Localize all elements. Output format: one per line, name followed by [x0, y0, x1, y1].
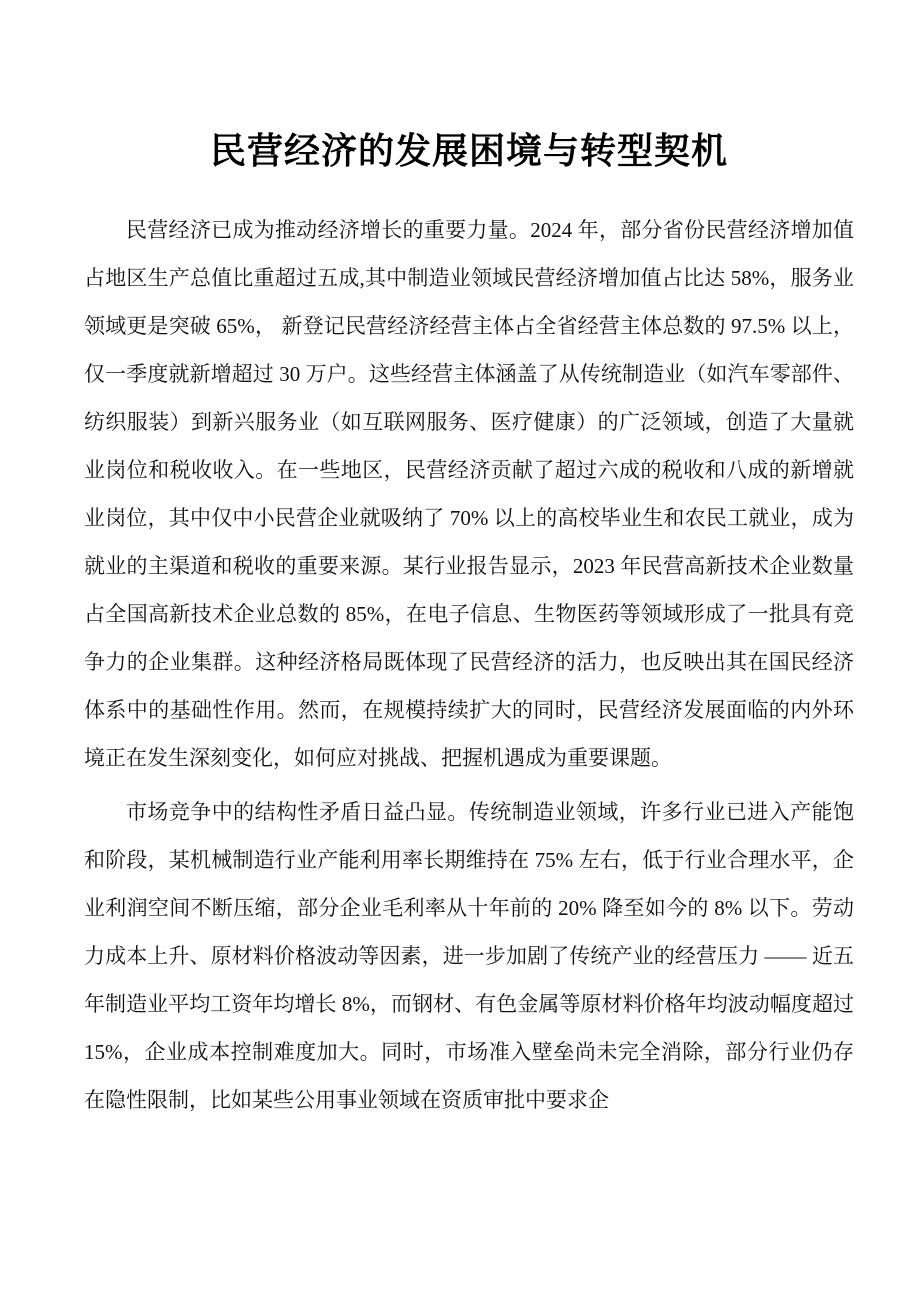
paragraph-1: 民营经济已成为推动经济增长的重要力量。2024 年，部分省份民营经济增加值占地区生产总值比重超过五成,其中制造业领域民营经济增加值占比达 58%，服务业领域更是突破 65%， 新登记民营经济经营主体占全省经营主体总数的 97.5% 以上，仅一季度就新增超过 30 万户。这些经营主体涵盖了从传统制造业（如汽车零部件、纺织服装）到新兴服务业（如互联网服务、医疗健康）的广泛领域，创造了大量就业岗位和税收收入。在一些地区，民营经济贡献了超过六成的税收和八成的新增就业岗位，其中仅中小民营企业就吸纳了 70% 以上的高校毕业生和农民工就业，成为就业的主渠道和税收的重要来源。某行业报告显示，2023 年民营高新技术企业数量占全国高新技术企业总数的 85%，在电子信息、生物医药等领域形成了一批具有竞争力的企业集群。这种经济格局既体现了民营经济的活力，也反映出其在国民经济体系中的基础性作用。然而，在规模持续扩大的同时，民营经济发展面临的内外环境正在发生深刻变化，如何应对挑战、把握机遇成为重要课题。 [84, 218, 854, 770]
paragraph-2: 市场竞争中的结构性矛盾日益凸显。传统制造业领域，许多行业已进入产能饱和阶段，某机械制造行业产能利用率长期维持在 75% 左右，低于行业合理水平，企业利润空间不断压缩，部分企业毛利率从十年前的 20% 降至如今的 8% 以下。劳动力成本上升、原材料价格波动等因素，进一步加剧了传统产业的经营压力 —— 近五年制造业平均工资年均增长 8%，而钢材、有色金属等原材料价格年均波动幅度超过 15%，企业成本控制难度加大。同时，市场准入壁垒尚未完全消除，部分行业仍存在隐性限制，比如某些公用事业领域在资质审批中要求企 [84, 800, 854, 1112]
document-body [84, 206, 854, 1124]
document-title: 民营经济的发展困境与转型契机 [209, 130, 728, 171]
